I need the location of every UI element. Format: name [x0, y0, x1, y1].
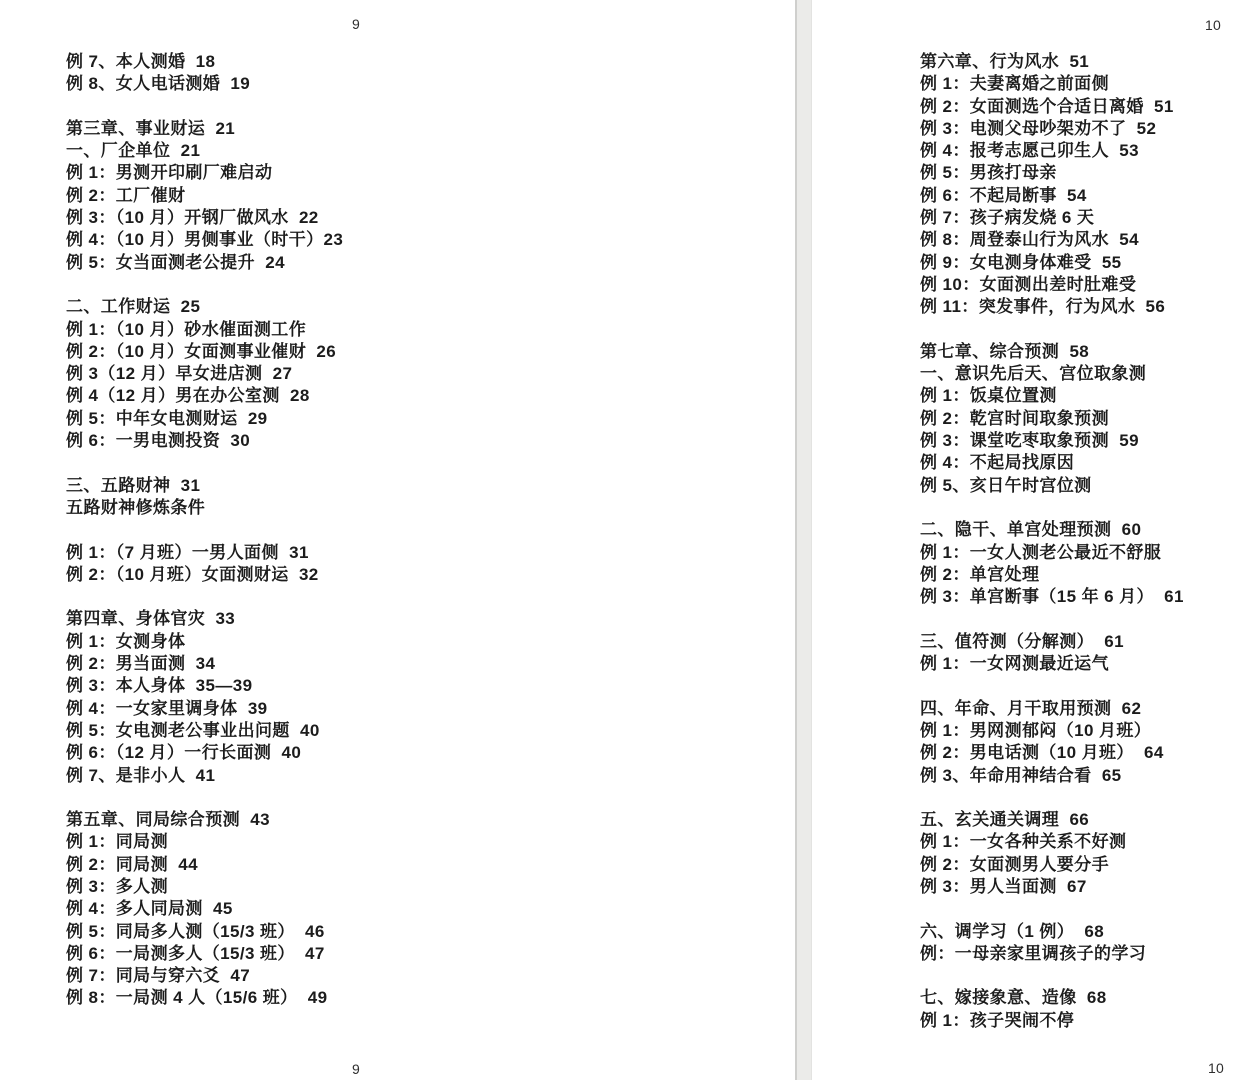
toc-line — [920, 675, 1184, 697]
toc-line: 第六章、行为风水 51 — [920, 52, 1090, 71]
toc-line: 例 4（12 月）男在办公室测 28 — [66, 386, 310, 406]
toc-line: 例 1：饭桌位置测 — [920, 386, 1057, 406]
toc-line: 例 6：一局测多人（15/3 班） 47 — [66, 943, 325, 963]
toc-line — [920, 965, 1184, 987]
toc-line: 第四章、身体官灾 33 — [66, 609, 236, 629]
toc-line: 例 4：不起局找原因 — [920, 453, 1075, 473]
toc-line: 例 4：（10 月）男侧事业（时干）23 — [66, 230, 344, 250]
toc-line: 例 1：一女网测最近运气 — [920, 654, 1109, 674]
toc-line: 例 1：（7 月班）一男人面侧 31 — [66, 542, 309, 562]
toc-line: 例 2：（10 月班）女面测财运 32 — [66, 564, 319, 584]
toc-line: 例 1：男测开印刷厂难启动 — [66, 163, 273, 183]
toc-line: 例 3（12 月）早女进店测 27 — [66, 364, 293, 384]
toc-line: 例 4：多人同局测 45 — [66, 899, 233, 919]
toc-line: 例 5、亥日午时宫位测 — [920, 475, 1092, 495]
page-gutter — [795, 0, 812, 1080]
toc-line: 例 11：突发事件，行为风水 56 — [920, 297, 1166, 317]
toc-line: 例 7：孩子病发烧 6 天 — [920, 208, 1095, 228]
toc-line — [920, 608, 1184, 630]
toc-line — [66, 452, 343, 474]
toc-line: 例 8：一局测 4 人（15/6 班） 49 — [66, 988, 328, 1008]
toc-line — [66, 96, 343, 118]
toc-line: 例 1：一女人测老公最近不舒服 — [920, 542, 1162, 562]
toc-line: 例 10：女面测出差时肚难受 — [920, 274, 1137, 294]
toc-line: 例 3：多人测 — [66, 876, 168, 896]
toc-line: 例 2：女面测选个合适日离婚 51 — [920, 96, 1174, 116]
page-number-top-right: 10 — [1205, 17, 1221, 33]
toc-line: 例 5：同局多人测（15/3 班） 46 — [66, 921, 325, 941]
toc-line: 例 2：男当面测 34 — [66, 654, 216, 674]
toc-line: 例 8、女人电话测婚 19 — [66, 74, 251, 94]
toc-line: 例 1：一女各种关系不好测 — [920, 832, 1127, 852]
toc-line: 第七章、综合预测 58 — [920, 341, 1090, 361]
toc-line: 例 3：（10 月）开钢厂做风水 22 — [66, 208, 319, 228]
toc-line: 例 2：单宫处理 — [920, 564, 1040, 584]
toc-line — [66, 787, 343, 809]
toc-line: 一、意识先后天、宫位取象测 — [920, 364, 1147, 384]
toc-line: 例 3：电测父母吵架劝不了 52 — [920, 118, 1157, 138]
toc-line: 二、工作财运 25 — [66, 297, 201, 317]
toc-line: 四、年命、月干取用预测 62 — [920, 698, 1142, 718]
toc-line: 例 6：（12 月）一行长面测 40 — [66, 743, 302, 763]
toc-line: 二、隐干、单宫处理预测 60 — [920, 520, 1142, 540]
page-number-top-left: 9 — [352, 16, 360, 32]
book-page-10 — [812, 0, 1240, 1080]
toc-line: 例 7、是非小人 41 — [66, 765, 216, 785]
toc-line: 例 1：孩子哭闹不停 — [920, 1010, 1075, 1030]
toc-line: 例 4：一女家里调身体 39 — [66, 698, 268, 718]
toc-line — [66, 519, 343, 541]
toc-line: 例 2：女面测男人要分手 — [920, 854, 1109, 874]
toc-line: 第五章、同局综合预测 43 — [66, 810, 270, 830]
toc-column-right — [920, 51, 1184, 1032]
toc-line: 例 3、年命用神结合看 65 — [920, 765, 1122, 785]
toc-line: 例 3：单宫断事（15 年 6 月） 61 — [920, 587, 1184, 607]
toc-line: 三、值符测（分解测） 61 — [920, 631, 1124, 651]
toc-line: 例 7：同局与穿六爻 47 — [66, 966, 251, 986]
toc-line: 第三章、事业财运 21 — [66, 118, 236, 138]
toc-line: 例 1：男网测郁闷（10 月班） — [920, 720, 1152, 740]
toc-line: 例 5：女当面测老公提升 24 — [66, 252, 285, 272]
toc-line: 六、调学习（1 例） 68 — [920, 921, 1105, 941]
toc-line: 例 3：男人当面测 67 — [920, 876, 1087, 896]
toc-line — [920, 898, 1184, 920]
toc-line — [66, 586, 343, 608]
toc-line: 例 3：课堂吃枣取象预测 59 — [920, 431, 1139, 451]
toc-line: 例 5：中年女电测财运 29 — [66, 408, 268, 428]
toc-line: 三、五路财神 31 — [66, 475, 201, 495]
toc-line — [66, 274, 343, 296]
toc-line: 例 1：夫妻离婚之前面侧 — [920, 74, 1109, 94]
toc-line: 五路财神修炼条件 — [66, 497, 206, 517]
toc-line: 例 2：工厂催财 — [66, 185, 186, 205]
toc-line: 例 2：乾宫时间取象预测 — [920, 408, 1109, 428]
toc-line: 例 2：男电话测（10 月班） 64 — [920, 743, 1164, 763]
page-number-bottom-right: 10 — [1208, 1060, 1224, 1076]
toc-line: 例：一母亲家里调孩子的学习 — [920, 943, 1147, 963]
toc-line: 例 1：女测身体 — [66, 631, 186, 651]
toc-line: 例 2：（10 月）女面测事业催财 26 — [66, 341, 337, 361]
toc-line: 例 4：报考志愿己卯生人 53 — [920, 141, 1139, 161]
page-number-bottom-left: 9 — [352, 1061, 360, 1077]
toc-line: 例 8：周登泰山行为风水 54 — [920, 230, 1139, 250]
toc-line: 例 6：一男电测投资 30 — [66, 431, 251, 451]
toc-line: 例 5：女电测老公事业出问题 40 — [66, 720, 320, 740]
toc-line: 例 1：（10 月）砂水催面测工作 — [66, 319, 307, 339]
toc-line: 例 3：本人身体 35—39 — [66, 676, 253, 696]
toc-line — [920, 787, 1184, 809]
toc-column-left — [66, 51, 343, 1010]
toc-line: 七、嫁接象意、造像 68 — [920, 988, 1107, 1008]
toc-line — [920, 319, 1184, 341]
toc-line: 一、厂企单位 21 — [66, 141, 201, 161]
toc-line: 例 7、本人测婚 18 — [66, 52, 216, 71]
toc-line: 例 5：男孩打母亲 — [920, 163, 1057, 183]
toc-line: 例 1：同局测 — [66, 832, 168, 852]
toc-line: 例 6：不起局断事 54 — [920, 185, 1087, 205]
toc-line: 五、玄关通关调理 66 — [920, 810, 1090, 830]
toc-line — [920, 497, 1184, 519]
toc-line: 例 2：同局测 44 — [66, 854, 198, 874]
toc-line: 例 9：女电测身体难受 55 — [920, 252, 1122, 272]
